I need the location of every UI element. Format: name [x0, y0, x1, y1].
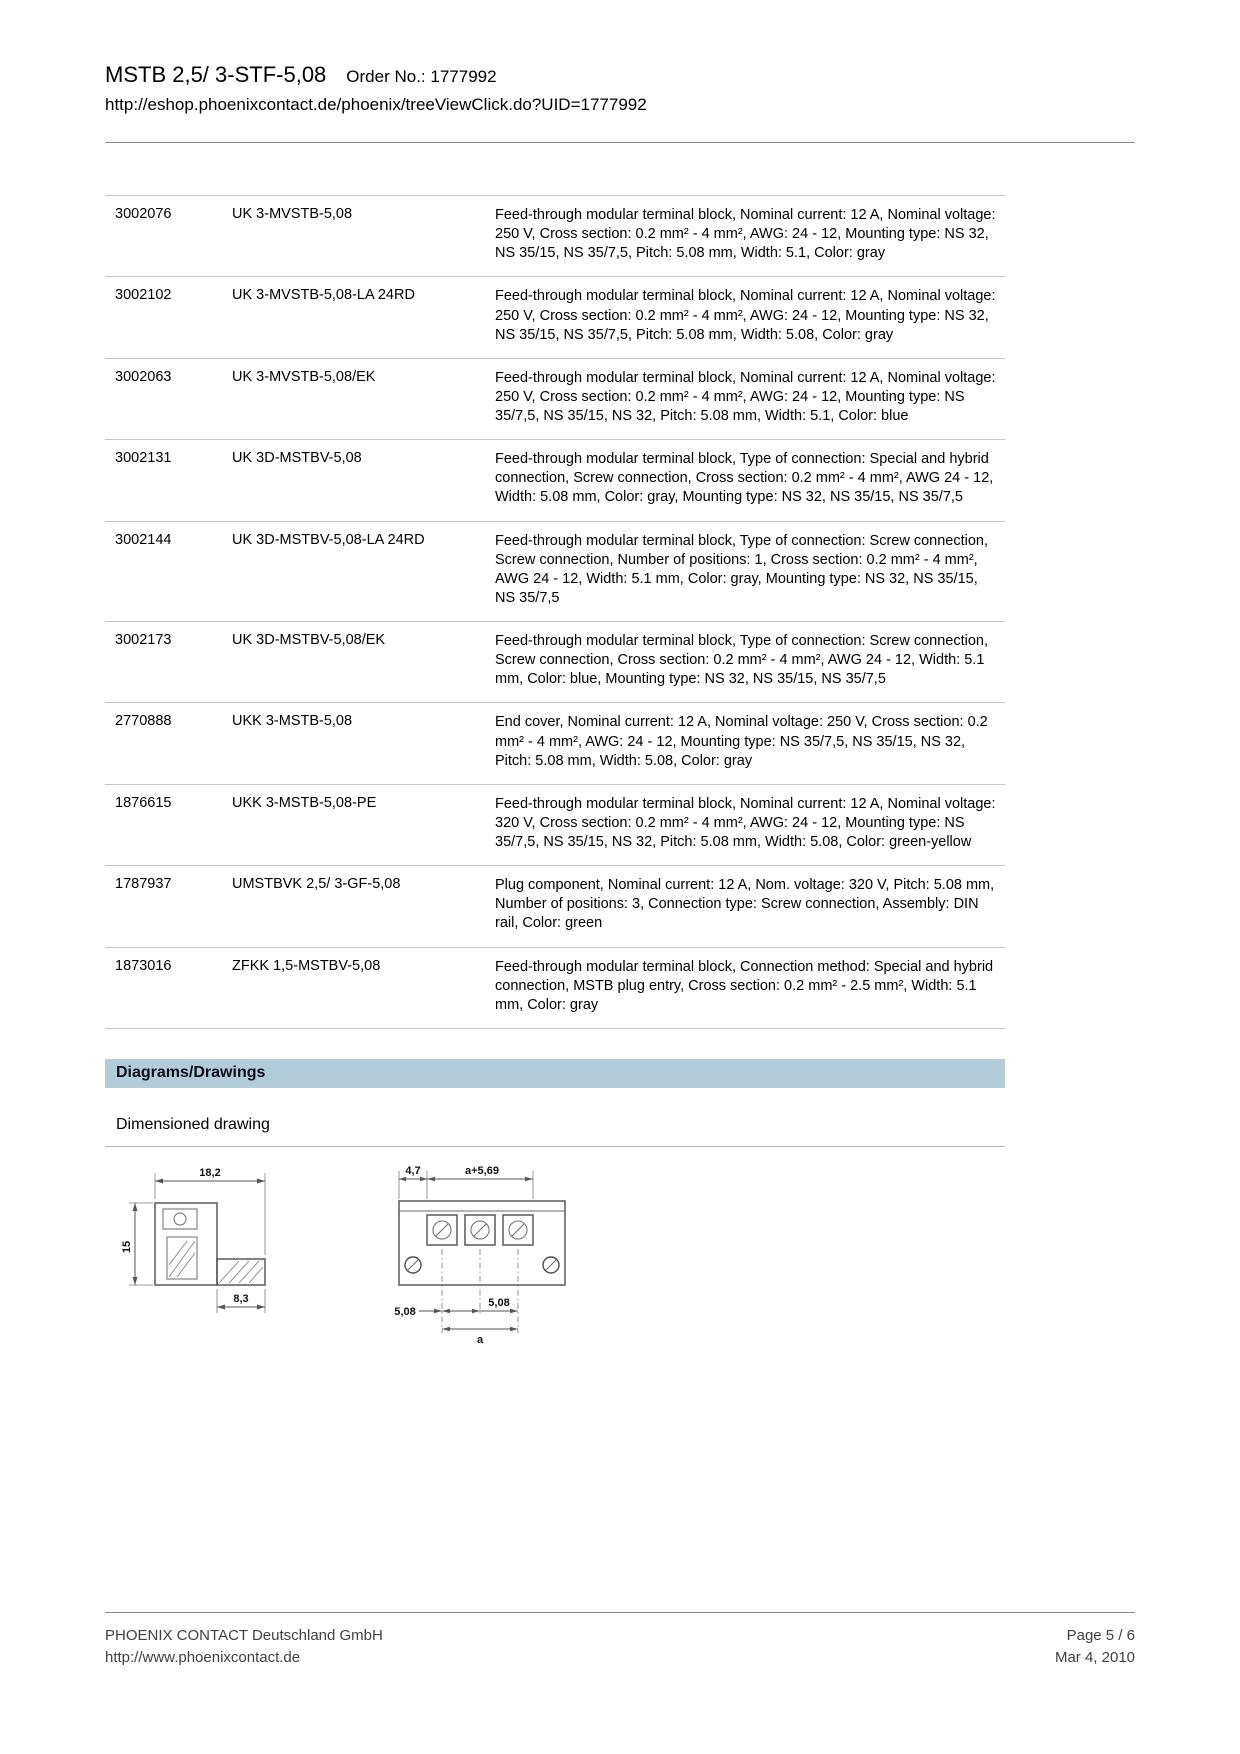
- row-type: UK 3-MVSTB-5,08/EK: [232, 368, 376, 385]
- row-order-number: 3002076: [115, 206, 172, 222]
- dim-label-4-7: 4,7: [405, 1164, 421, 1177]
- footer-date: Mar 4, 2010: [1054, 1648, 1135, 1666]
- subsection-divider: [105, 1146, 1005, 1147]
- row-type: UK 3D-MSTBV-5,08: [232, 450, 362, 467]
- accessories-table: [105, 195, 1005, 1029]
- row-description: Feed-through modular terminal block, Type of connection: Screw connection, Screw connection, Cross section: 0.2 mm² - 4 mm², AWG 24 - 12, Width: 5.1 mm, Color: blue, Mounting type: NS 32, NS 35/15, NS 35/7,5: [495, 633, 988, 688]
- dim-label-5-08-left: 5,08: [394, 1305, 416, 1318]
- row-description: Plug component, Nominal current: 12 A, Nom. voltage: 320 V, Pitch: 5.08 mm, Number of positions: 3, Connection type: Screw connection, Assembly: DIN rail, Color: green: [495, 877, 995, 932]
- row-order-number: 1787937: [115, 876, 172, 893]
- table-row: [105, 521, 1005, 622]
- row-description: Feed-through modular terminal block, Connection method: Special and hybrid connection, MSTB plug entry, Cross section: 0.2 mm² - 2.5 mm², Width: 5.1 mm, Color: gray: [495, 958, 994, 1013]
- row-description: Feed-through modular terminal block, Nominal current: 12 A, Nominal voltage: 250 V, Cross section: 0.2 mm² - 4 mm², AWG: 24 - 12, Mounting type: NS 32, NS 35/15, NS 35/7,5, Pitch: 5.08 mm, Width: 5.08, Color: gray: [495, 288, 996, 343]
- dim-label-8-3: 8,3: [233, 1292, 249, 1305]
- footer-company: PHOENIX CONTACT Deutschland GmbH: [105, 1627, 383, 1644]
- dimensioned-drawings: [105, 1165, 1135, 1347]
- row-description: Feed-through modular terminal block, Nominal current: 12 A, Nominal voltage: 320 V, Cross section: 0.2 mm² - 4 mm², AWG: 24 - 12, Mounting type: NS 35/7,5, NS 35/15, NS 32, Pitch: 5.08 mm, Width: 5.08, Color: green-yellow: [495, 795, 996, 850]
- row-type: UKK 3-MSTB-5,08-PE: [232, 794, 377, 811]
- row-order-number: 3002173: [115, 632, 172, 648]
- row-order-number: 3002131: [115, 450, 172, 467]
- row-type: UKK 3-MSTB-5,08: [232, 713, 353, 730]
- row-order-number: 3002063: [115, 368, 172, 385]
- row-order-number: 1876615: [115, 794, 172, 811]
- table-row: [105, 276, 1005, 357]
- row-description: Feed-through modular terminal block, Type of connection: Special and hybrid connection, Screw connection, Cross section: 0.2 mm² - 4 mm², AWG 24 - 12, Width: 5.08 mm, Color: gray, Mounting type: NS 32, NS 35/15, NS 35/7,5: [495, 451, 994, 506]
- product-title: MSTB 2,5/ 3-STF-5,08: [105, 62, 327, 87]
- footer-right: [1055, 1625, 1135, 1669]
- row-order-number: 2770888: [115, 713, 172, 730]
- side-view-drawing: [117, 1165, 297, 1333]
- row-order-number: 3002144: [115, 531, 172, 548]
- table-row: [105, 195, 1005, 276]
- table-row: [105, 865, 1005, 946]
- table-row: [105, 702, 1005, 783]
- title-line: [105, 62, 1135, 88]
- section-header-label: Diagrams/Drawings: [116, 1063, 266, 1081]
- page-footer: [105, 1612, 1135, 1669]
- row-type: UMSTBVK 2,5/ 3-GF-5,08: [232, 876, 401, 893]
- table-row: [105, 439, 1005, 520]
- row-order-number: 1873016: [115, 957, 172, 974]
- row-type: UK 3-MVSTB-5,08: [232, 206, 353, 222]
- product-url[interactable]: http://eshop.phoenixcontact.de/phoenix/treeViewClick.do?UID=1777992: [105, 95, 647, 114]
- row-order-number: 3002102: [115, 287, 172, 304]
- row-type: ZFKK 1,5-MSTBV-5,08: [232, 957, 381, 974]
- front-view-drawing: [367, 1165, 602, 1347]
- row-description: Feed-through modular terminal block, Nominal current: 12 A, Nominal voltage: 250 V, Cross section: 0.2 mm² - 4 mm², AWG: 24 - 12, Mounting type: NS 32, NS 35/15, NS 35/7,5, Pitch: 5.08 mm, Width: 5.1, Color: gray: [495, 207, 996, 262]
- row-description: Feed-through modular terminal block, Nominal current: 12 A, Nominal voltage: 250 V, Cross section: 0.2 mm² - 4 mm², AWG: 24 - 12, Mounting type: NS 35/7,5, NS 35/15, NS 32, Pitch: 5.08 mm, Width: 5.1, Color: blue: [495, 369, 996, 424]
- footer-page-number: Page 5 / 6: [1066, 1627, 1135, 1644]
- row-type: UK 3D-MSTBV-5,08-LA 24RD: [232, 531, 425, 548]
- page-header: [105, 62, 1135, 143]
- row-description: Feed-through modular terminal block, Type of connection: Screw connection, Screw connection, Number of positions: 1, Cross section: 0.2 mm² - 4 mm², AWG 24 - 12, Width: 5.1 mm, Color: gray, Mounting type: NS 32, NS 35/15, NS 35/7,5: [495, 532, 988, 606]
- dim-label-18-2: 18,2: [199, 1166, 221, 1179]
- dim-label-5-08-right: 5,08: [488, 1296, 510, 1309]
- dimensioned-drawing-label: Dimensioned drawing: [116, 1115, 270, 1133]
- footer-website[interactable]: http://www.phoenixcontact.de: [105, 1648, 301, 1666]
- row-type: UK 3D-MSTBV-5,08/EK: [232, 632, 386, 648]
- dim-label-15: 15: [121, 1240, 133, 1253]
- order-number: Order No.: 1777992: [346, 67, 497, 86]
- table-row: [105, 784, 1005, 865]
- header-divider: [105, 142, 1135, 143]
- table-row: [105, 621, 1005, 702]
- footer-left: [105, 1625, 383, 1669]
- table-row: [105, 358, 1005, 439]
- row-description: End cover, Nominal current: 12 A, Nominal voltage: 250 V, Cross section: 0.2 mm² - 4 mm², AWG: 24 - 12, Mounting type: NS 35/7,5, NS 35/15, NS 32, Pitch: 5.08 mm, Width: 5.08, Color: gray: [495, 714, 988, 769]
- section-header-diagrams: [105, 1059, 1005, 1088]
- dim-label-a: a: [476, 1333, 484, 1346]
- row-type: UK 3-MVSTB-5,08-LA 24RD: [232, 287, 415, 304]
- dim-label-a-5-69: a+5,69: [465, 1164, 499, 1177]
- table-row: [105, 947, 1005, 1029]
